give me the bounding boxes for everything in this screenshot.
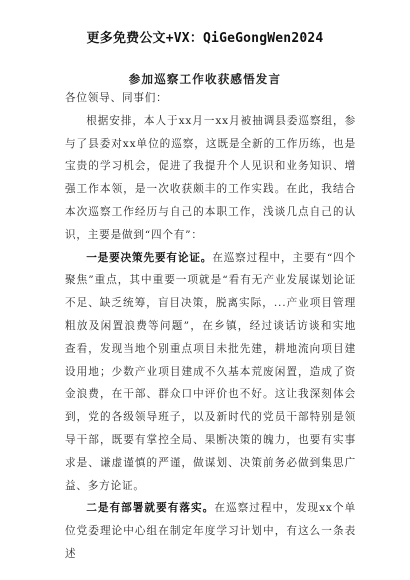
point-one-text: 在巡察过程中，主要有“四个聚焦”重点，其中重要一项就是“看有无产业发展谋划论证不足、缺乏统筹，盲目决策，脱离实际，...产业项目管理粗放及闲置浪费等问题”，在乡镇，经过谈话访谈和实地查看，发现当地个别重点项目未批先建，耕地流向项目建设用地；少数产业项目建成不久基本荒废闲置，造成了资金浪费，在干部、群众口中评价也不好。这让我深刻体会到，党的各级领导班子，以及新时代的党员干部特别是领导干部，既要有掌控全局、果断决策的魄力，也要有实事求是、谦虚谨慎的严谨，做谋划、决策前务必做到集思广益、多方论证。 [65, 251, 356, 492]
point-one-heading: 一是要决策先要有论证。 [86, 251, 213, 264]
promo-banner: 更多免费公文+VX：QiGeGongWen2024 [86, 31, 324, 46]
paragraph-point-two [65, 497, 356, 565]
point-two-text: 在巡察过程中，发现xx个单位党委理论中心组在制定年度学习计划中，有这么一条表述 [65, 502, 356, 560]
salutation: 各位领导、同事们： [65, 92, 168, 104]
point-two-heading: 二是有部署就要有落实。 [86, 502, 215, 515]
document-title: 参加巡察工作收获感悟发言 [128, 72, 282, 86]
paragraph-point-one [65, 247, 356, 498]
paragraph-intro: 根据安排，本人于xx月一xx月被抽调县委巡察组，参与了县委对xx单位的巡察，这既是全新的工作历练，也是宝贵的学习机会，促进了我提升个人见识和业务知识、增强工作本领，是一次收获颇丰的工作实践。在此，我结合本次巡察工作经历与自己的本职工作，浅谈几点自己的认识，主要是做到“四个有”： [65, 114, 356, 241]
document-body [65, 87, 356, 566]
